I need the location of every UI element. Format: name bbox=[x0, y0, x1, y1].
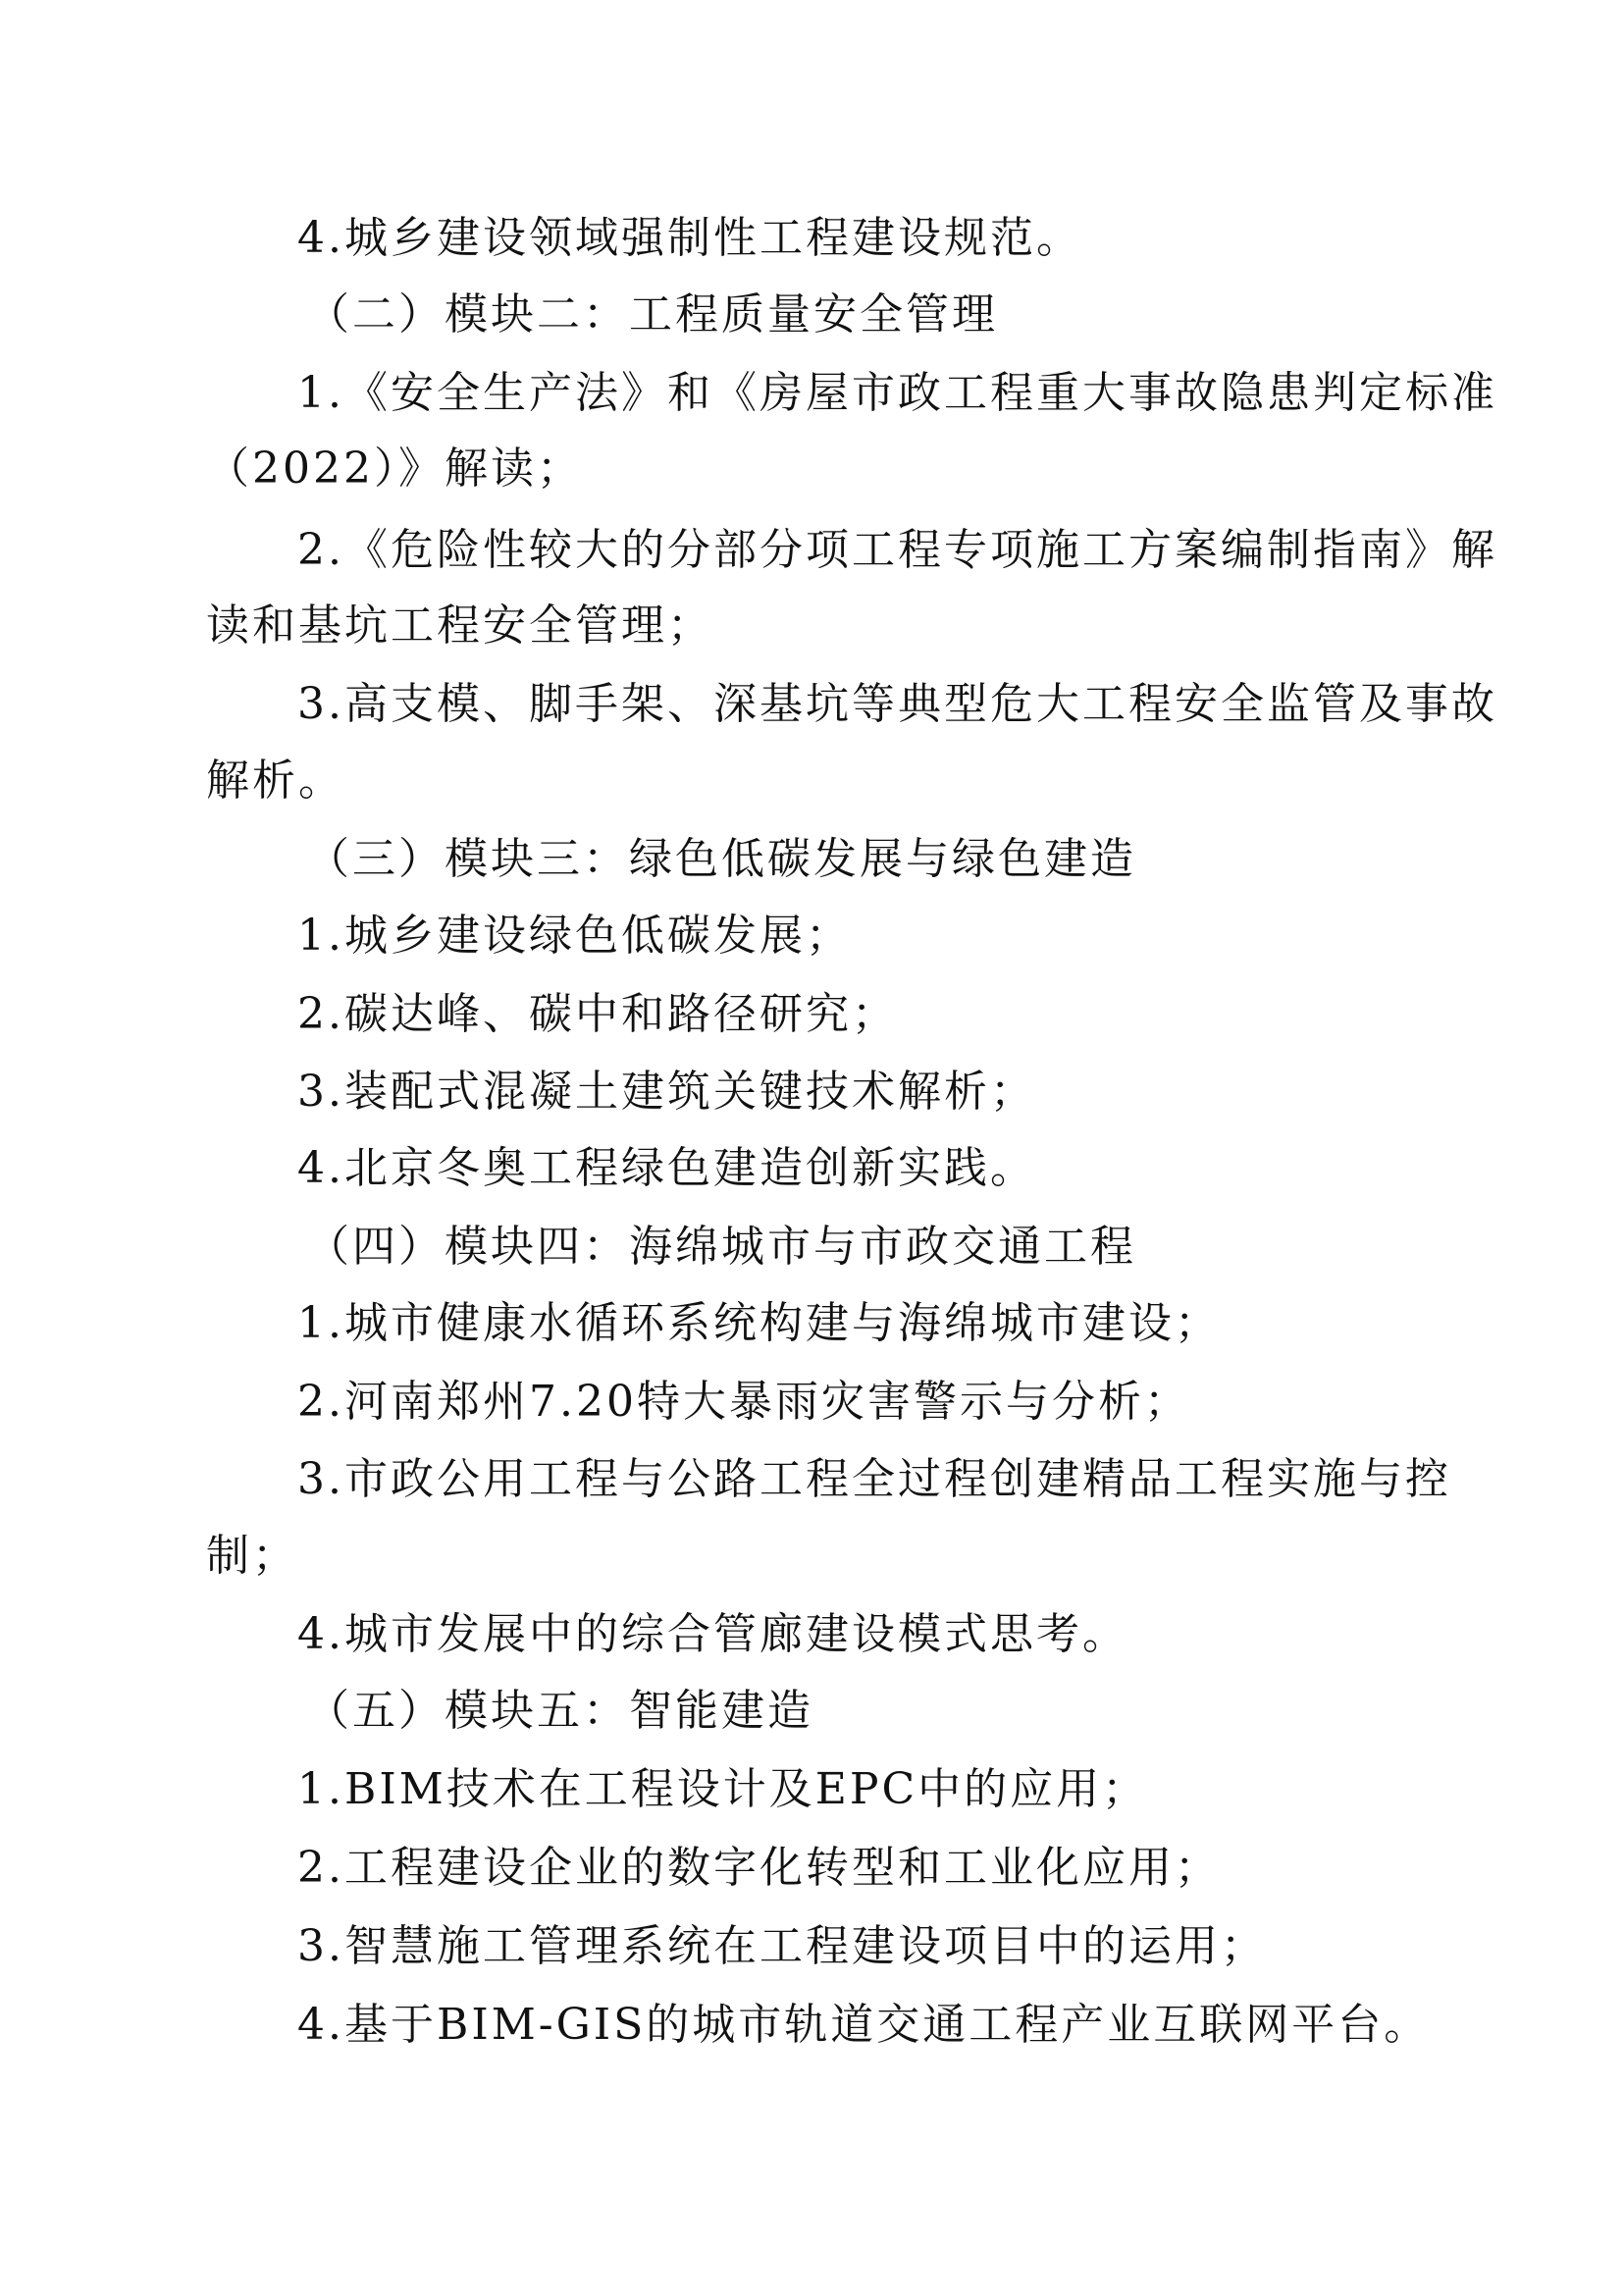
list-item: 2.河南郑州7.20特大暴雨灾害警示与分析； bbox=[297, 1377, 1190, 1427]
section-heading: （三）模块三：绿色低碳发展与绿色建造 bbox=[306, 834, 1136, 884]
section-heading: （二）模块二：工程质量安全管理 bbox=[306, 289, 998, 339]
list-item: 3.市政公用工程与公路工程全过程创建精品工程实施与控 bbox=[297, 1454, 1451, 1504]
list-item: 4.城乡建设领域强制性工程建设规范。 bbox=[297, 213, 1082, 263]
list-item: 4.基于BIM-GIS的城市轨道交通工程产业互联网平台。 bbox=[297, 2000, 1431, 2050]
list-item: 3.装配式混凝土建筑关键技术解析； bbox=[297, 1067, 1036, 1117]
section-heading: （四）模块四：海绵城市与市政交通工程 bbox=[306, 1222, 1136, 1272]
list-item: 4.城市发展中的综合管廊建设模式思考。 bbox=[297, 1609, 1128, 1659]
list-item: 4.北京冬奥工程绿色建造创新实践。 bbox=[297, 1143, 1036, 1193]
list-item-continuation: （2022）》解读； bbox=[206, 444, 583, 494]
list-item: 1.BIM技术在工程设计及EPC中的应用； bbox=[297, 1764, 1149, 1814]
list-item: 2.碳达峰、碳中和路径研究； bbox=[297, 989, 898, 1039]
list-item: 3.高支模、脚手架、深基坑等典型危大工程安全监管及事故 bbox=[297, 679, 1497, 729]
list-item-continuation: 制； bbox=[206, 1531, 298, 1581]
list-item: 1.城市健康水循环系统构建与海绵城市建设； bbox=[297, 1298, 1221, 1348]
list-item: 2.工程建设企业的数字化转型和工业化应用； bbox=[297, 1843, 1221, 1893]
list-item: 1.城乡建设绿色低碳发展； bbox=[297, 911, 852, 961]
list-item-continuation: 读和基坑工程安全管理； bbox=[206, 600, 713, 651]
list-item: 1.《安全生产法》和《房屋市政工程重大事故隐患判定标准 bbox=[297, 368, 1497, 418]
list-item: 2.《危险性较大的分部分项工程专项施工方案编制指南》解 bbox=[297, 525, 1497, 575]
list-item: 3.智慧施工管理系统在工程建设项目中的运用； bbox=[297, 1921, 1267, 1971]
list-item-continuation: 解析。 bbox=[206, 756, 344, 806]
section-heading: （五）模块五：智能建造 bbox=[306, 1686, 813, 1736]
